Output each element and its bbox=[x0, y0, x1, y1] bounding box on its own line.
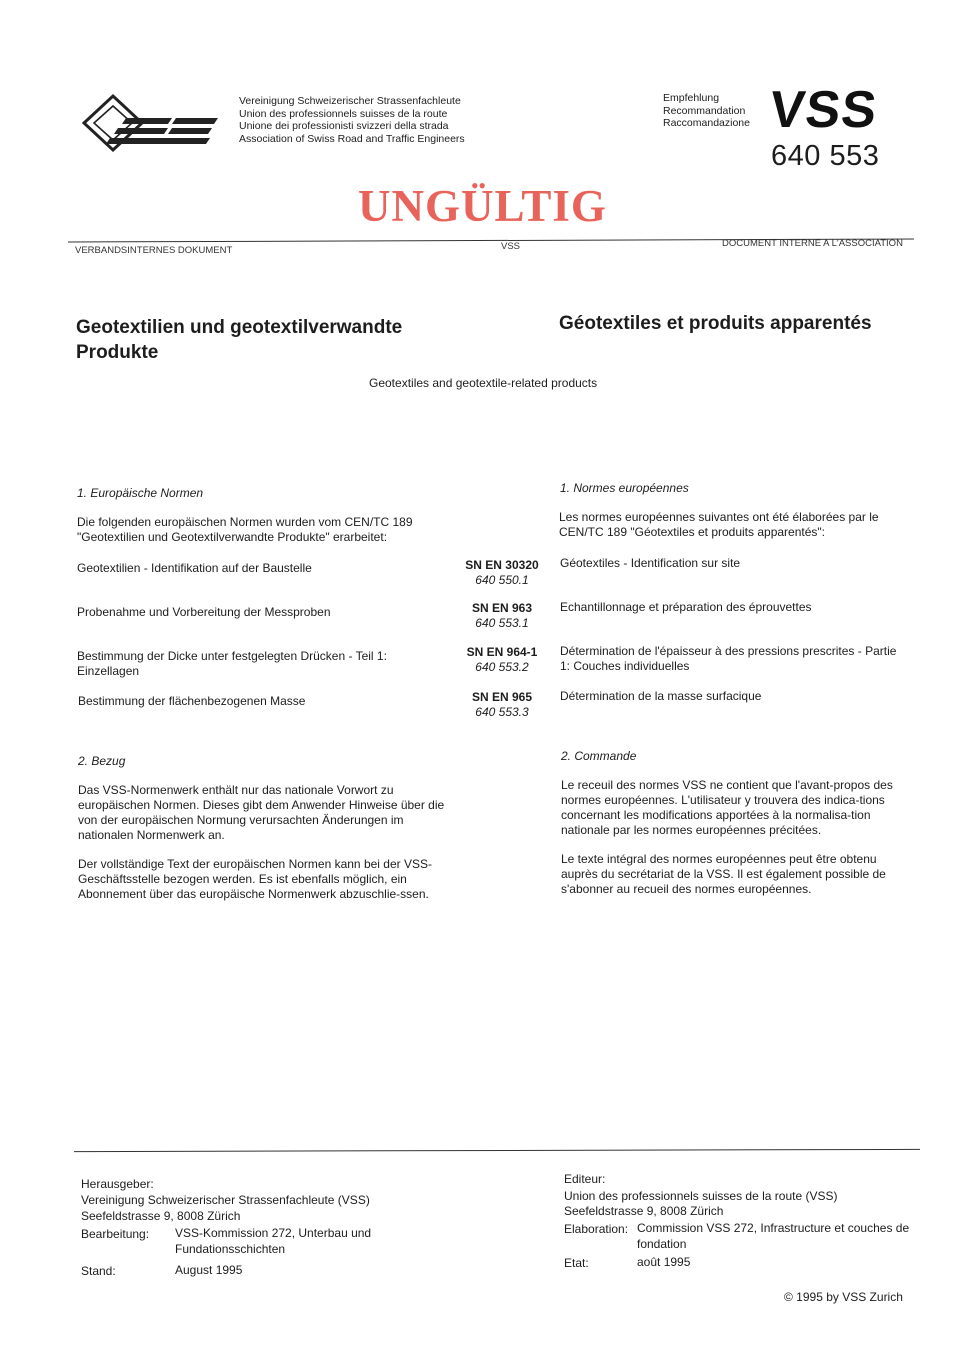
section2-p2-de: Der vollständige Text der europäischen Normen kann bei der VSS-Geschäftsstelle bezogen werden. Es ist ebenfalls möglich, ein Abonnement über das europäische Normenwerk abzuschlie-ssen. bbox=[78, 857, 432, 901]
association-it: Unione dei professionisti svizzeri della strada bbox=[239, 120, 449, 133]
norm-3-code bbox=[457, 645, 547, 675]
edit-label-de: Bearbeitung: bbox=[81, 1227, 150, 1241]
section1-intro-de: Die folgenden europäischen Normen wurden vom CEN/TC 189 "Geotextilien und Geotextilverwandte Produkte" erarbeitet: bbox=[77, 515, 413, 544]
address-de: Seefeldstrasse 9, 8008 Zürich bbox=[81, 1209, 241, 1223]
section1-heading-de: 1. Europäische Normen bbox=[77, 486, 204, 500]
internal-doc-de: VERBANDSINTERNES DOKUMENT bbox=[75, 245, 233, 256]
edit-label-fr: Elaboration: bbox=[564, 1222, 629, 1236]
recommendation-fr: Recommandation bbox=[663, 104, 746, 117]
section2-p2-fr: Le texte intégral des normes européennes peut être obtenu auprès du secrétariat de la VSS. Il est également possible de s'abonner au recueil des normes européennes. bbox=[561, 852, 886, 896]
invalid-stamp: UNGÜLTIG bbox=[358, 181, 607, 231]
norm-3-de: Bestimmung der Dicke unter festgelegten Drücken - Teil 1: Einzellagen bbox=[77, 649, 387, 678]
recommendation-label bbox=[663, 92, 750, 130]
title-fr: Géotextiles et produits apparentés bbox=[559, 313, 872, 334]
section2-p1-de: Das VSS-Normenwerk enthält nur das nationale Vorwort zu europäischen Normen. Dieses gibt dem Anwender Hinweise über die von der europäischen Normung verursachten Änderungen im nationalen Normenwerk an. bbox=[78, 783, 445, 842]
norm-4-sn: SN EN 965 bbox=[471, 690, 533, 704]
publisher-de: Vereinigung Schweizerischer Strassenfachleute (VSS) bbox=[81, 1193, 370, 1207]
association-names bbox=[239, 95, 465, 145]
norm-2-sn: SN EN 963 bbox=[471, 601, 533, 615]
norm-3-sn: SN EN 964-1 bbox=[466, 645, 538, 659]
section2-heading-de: 2. Bezug bbox=[78, 754, 126, 768]
norm-4-fr: Détermination de la masse surfacique bbox=[560, 689, 762, 703]
norm-2-vss-number: 640 553.1 bbox=[475, 616, 529, 630]
publisher-label-fr: Editeur: bbox=[564, 1172, 606, 1186]
internal-doc-center: VSS bbox=[501, 241, 521, 252]
footer-rule bbox=[74, 1149, 920, 1152]
status-label-de: Stand: bbox=[81, 1264, 116, 1278]
status-label-fr: Etat: bbox=[564, 1256, 589, 1270]
norm-2-code bbox=[457, 601, 547, 631]
vss-wordmark: VSS bbox=[766, 81, 881, 139]
norm-2-de: Probenahme und Vorbereitung der Messproben bbox=[77, 605, 331, 619]
copyright: © 1995 by VSS Zurich bbox=[784, 1290, 903, 1304]
title-en: Geotextiles and geotextile-related products bbox=[369, 376, 598, 390]
edit-value-de: VSS-Kommission 272, Unterbau und Fundationsschichten bbox=[175, 1226, 372, 1256]
section2-heading-fr: 2. Commande bbox=[561, 749, 637, 763]
title-de: Geotextilien und geotextilverwandte Produkte bbox=[76, 317, 403, 363]
norm-1-fr: Géotextiles - Identification sur site bbox=[560, 556, 741, 570]
association-fr: Union des professionnels suisses de la route bbox=[239, 107, 448, 120]
document-number: 640 553 bbox=[771, 140, 880, 172]
recommendation-de: Empfehlung bbox=[663, 92, 720, 104]
recommendation-it: Raccomandazione bbox=[663, 117, 750, 130]
publisher-label-de: Herausgeber: bbox=[81, 1177, 154, 1191]
norm-3-fr: Détermination de l'épaisseur à des pressions prescrites - Partie 1: Couches individuelles bbox=[560, 644, 897, 673]
norm-2-fr: Echantillonnage et préparation des éprouvettes bbox=[560, 600, 812, 614]
norm-4-vss-number: 640 553.3 bbox=[475, 705, 529, 719]
status-value-fr: août 1995 bbox=[637, 1255, 691, 1269]
section1-intro-fr: Les normes européennes suivantes ont été élaborées par le CEN/TC 189 "Géotextiles et produits apparentés": bbox=[559, 510, 879, 539]
status-value-de: August 1995 bbox=[175, 1263, 243, 1277]
address-fr: Seefeldstrasse 9, 8008 Zürich bbox=[564, 1204, 724, 1218]
norm-4-de: Bestimmung der flächenbezogenen Masse bbox=[78, 694, 306, 708]
vss-logo bbox=[80, 92, 220, 154]
internal-doc-fr: DOCUMENT INTERNE A L'ASSOCIATION bbox=[722, 238, 903, 249]
norm-4-code bbox=[457, 690, 547, 720]
norm-1-de: Geotextilien - Identifikation auf der Baustelle bbox=[77, 561, 312, 575]
section1-heading-fr: 1. Normes européennes bbox=[560, 481, 689, 495]
association-en: Association of Swiss Road and Traffic Engineers bbox=[239, 132, 465, 145]
edit-value-fr: Commission VSS 272, Infrastructure et couches de fondation bbox=[637, 1221, 910, 1251]
association-de: Vereinigung Schweizerischer Strassenfachleute bbox=[239, 95, 461, 107]
norm-1-vss-number: 640 550.1 bbox=[475, 573, 529, 587]
publisher-fr: Union des professionnels suisses de la route (VSS) bbox=[564, 1189, 838, 1203]
section2-p1-fr: Le receuil des normes VSS ne contient que l'avant-propos des normes européennes. L'utilisateur y trouvera des indica-tions concernant les modifications apportées à la normalisa-tion nationale par les normes européennes précitées. bbox=[561, 778, 893, 837]
norm-3-vss-number: 640 553.2 bbox=[475, 660, 529, 674]
norm-1-code bbox=[457, 558, 547, 588]
norm-1-sn: SN EN 30320 bbox=[465, 558, 539, 572]
